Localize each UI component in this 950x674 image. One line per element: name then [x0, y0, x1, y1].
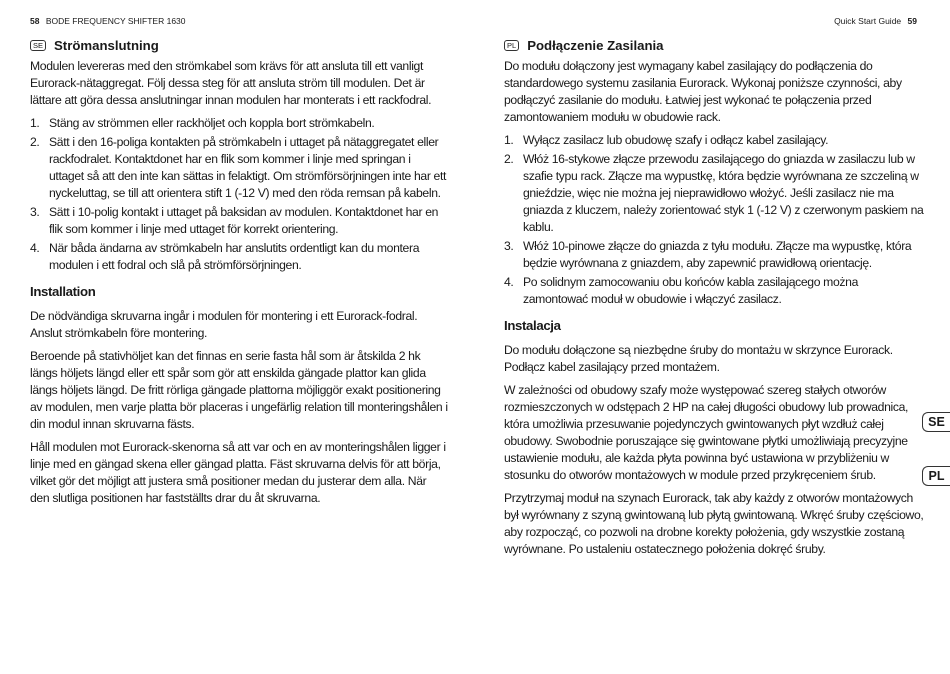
right-steps-list — [504, 132, 924, 308]
right-step-item — [504, 132, 924, 149]
language-tab-pl[interactable]: PL — [922, 466, 950, 486]
right-intro-paragraph: Do modułu dołączony jest wymagany kabel zasilający do podłączenia do standardowego systemu zasilania Eurorack. Wykonaj poniższe czynności, aby podłączyć zasilanie do modułu. Łatwiej jest wykonać te połączenia przed zamontowaniem modułu w obudowie rack. — [504, 59, 902, 124]
right-step-number: 1. — [504, 133, 514, 147]
right-running-head — [504, 14, 917, 28]
right-step-text: Włóż 16-stykowe złącze przewodu zasilającego do gniazda w zasilaczu lub w szafie typu rack. Złącze ma wypustkę, która będzie wyrównana ze szczeliną w gnieździe, więc nie można jej nieprawidłowo włożyć. Jeśli zasilacz nie ma gniazda z kluczem, należy zorientować styk 1 (-12 V) z czerwonym paskiem na kablu. — [523, 152, 924, 234]
left-install-paragraph: Beroende på stativhöljet kan det finnas en serie fasta hål som är åtskilda 2 hk längs höljets längd eller ett spår som gör att enskilda gängade plattor kan glida längs höljets längd. De fritt rörliga gängade plattorna möjliggör exakt positionering av modulen, men varje platta bör placeras i ungefärlig relation till monteringshålen i din modul innan skruvarna fästs. — [30, 349, 448, 431]
left-install-paragraph: Håll modulen mot Eurorack-skenorna så att var och en av monteringshålen ligger i linje med en gängad skena eller gängad platta. Fäst skruvarna delvis för att börja, vilket gör det möjligt att justera små positioner medan du justerar dem alla. När den slutliga positionen har fastställts drar du åt skruvarna. — [30, 440, 446, 505]
left-step-number: 3. — [30, 205, 40, 219]
right-step-number: 3. — [504, 239, 514, 253]
right-install-paragraph: W zależności od obudowy szafy może występować szereg stałych otworów rozmieszczonych w odstępach 2 HP na całej długości obudowy lub prowadnica, która umożliwia przesuwanie pojedynczych gwintowanych płyt wzdłuż całej obudowy. Swobodnie poruszające się gwintowane płytki umożliwiają precyzyjne ustawienie modułu, ale każda płyta powinna być ustawiona w przybliżeniu w stosunku do otworów montażowych w module przed przykręceniem śrub. — [504, 383, 909, 482]
left-step-item — [30, 115, 448, 132]
left-step-text: När båda ändarna av strömkabeln har anslutits ordentligt kan du montera modulen i ett fodral och slå på strömförsörjningen. — [49, 241, 420, 272]
right-step-item — [504, 238, 924, 272]
left-step-number: 4. — [30, 241, 40, 255]
right-body — [504, 58, 924, 558]
right-step-text: Włóż 10-pinowe złącze do gniazda z tyłu modułu. Złącze ma wypustkę, która będzie wyrównana z gniazdem, aby zapewnić prawidłową orientację. — [523, 239, 912, 270]
left-section-title: Strömanslutning — [54, 37, 159, 53]
right-page — [504, 14, 924, 558]
right-step-item — [504, 274, 924, 308]
left-page — [30, 14, 448, 507]
left-step-item — [30, 134, 448, 202]
left-step-text: Sätt i den 16-poliga kontakten på strömkabeln i uttaget på nätaggregatet eller rackfodralet. Kontaktdonet har en flik som kommer i linje med springan i uttaget så att den inte kan sättas in felaktigt. Om strömförsörjningen inte har ett nyckeluttag, se till att orientera stift 1 (-12 V) med den röda remsan på kabeln. — [49, 135, 447, 200]
left-step-text: Sätt i 10-polig kontakt i uttaget på baksidan av modulen. Kontaktdonet har en flik som kommer i linje med uttaget för korrekt orientering. — [49, 205, 439, 236]
left-step-item — [30, 240, 448, 274]
left-install-paragraph: De nödvändiga skruvarna ingår i modulen för montering i ett Eurorack-fodral. Anslut strömkabeln före montering. — [30, 309, 418, 340]
left-running-head — [30, 14, 448, 28]
right-step-text: Wyłącz zasilacz lub obudowę szafy i odłącz kabel zasilający. — [523, 133, 829, 147]
right-step-item — [504, 151, 924, 236]
right-running-head-title: Quick Start Guide — [834, 16, 902, 26]
left-section-header — [30, 34, 448, 56]
right-installation-heading: Instalacja — [504, 318, 561, 333]
language-tab-se[interactable]: SE — [922, 412, 950, 432]
right-page-number: 59 — [907, 16, 917, 26]
left-lang-code-badge: SE — [30, 40, 46, 51]
left-step-text: Stäng av strömmen eller rackhöljet och koppla bort strömkabeln. — [49, 116, 375, 130]
right-section-title: Podłączenie Zasilania — [527, 37, 664, 53]
left-installation-heading: Installation — [30, 284, 96, 299]
left-page-number: 58 — [30, 16, 40, 26]
left-step-number: 1. — [30, 116, 40, 130]
left-running-head-title: BODE FREQUENCY SHIFTER 1630 — [45, 16, 186, 26]
right-lang-code-badge: PL — [504, 40, 519, 51]
left-step-number: 2. — [30, 135, 40, 149]
left-intro-paragraph: Modulen levereras med den strömkabel som krävs för att ansluta till ett vanligt Eurorack-nätaggregat. Följ dessa steg för att ansluta ström till modulen. Det är lättare att göra dessa anslutningar innan modulen har monterats i ett rackfodral. — [30, 59, 432, 107]
left-steps-list — [30, 115, 448, 274]
right-step-number: 2. — [504, 152, 514, 166]
right-install-paragraph: Przytrzymaj moduł na szynach Eurorack, tak aby każdy z otworów montażowych był wyrównany z szyną gwintowaną lub płytą gwintowaną. Wkręć śruby częściowo, aby rozpocząć, co pozwoli na drobne korekty położenia, gdy wszystkie zostaną wyrównane. Po ustaleniu ostatecznego położenia dokręć śruby. — [504, 491, 924, 556]
left-body — [30, 58, 448, 507]
right-install-paragraph: Do modułu dołączone są niezbędne śruby do montażu w skrzynce Eurorack. Podłącz kabel zasilający przed montażem. — [504, 343, 893, 374]
right-step-number: 4. — [504, 275, 514, 289]
right-step-text: Po solidnym zamocowaniu obu końców kabla zasilającego można zamontować moduł w obudowie i włączyć zasilacz. — [523, 275, 859, 306]
right-section-header — [504, 34, 924, 56]
left-step-item — [30, 204, 448, 238]
